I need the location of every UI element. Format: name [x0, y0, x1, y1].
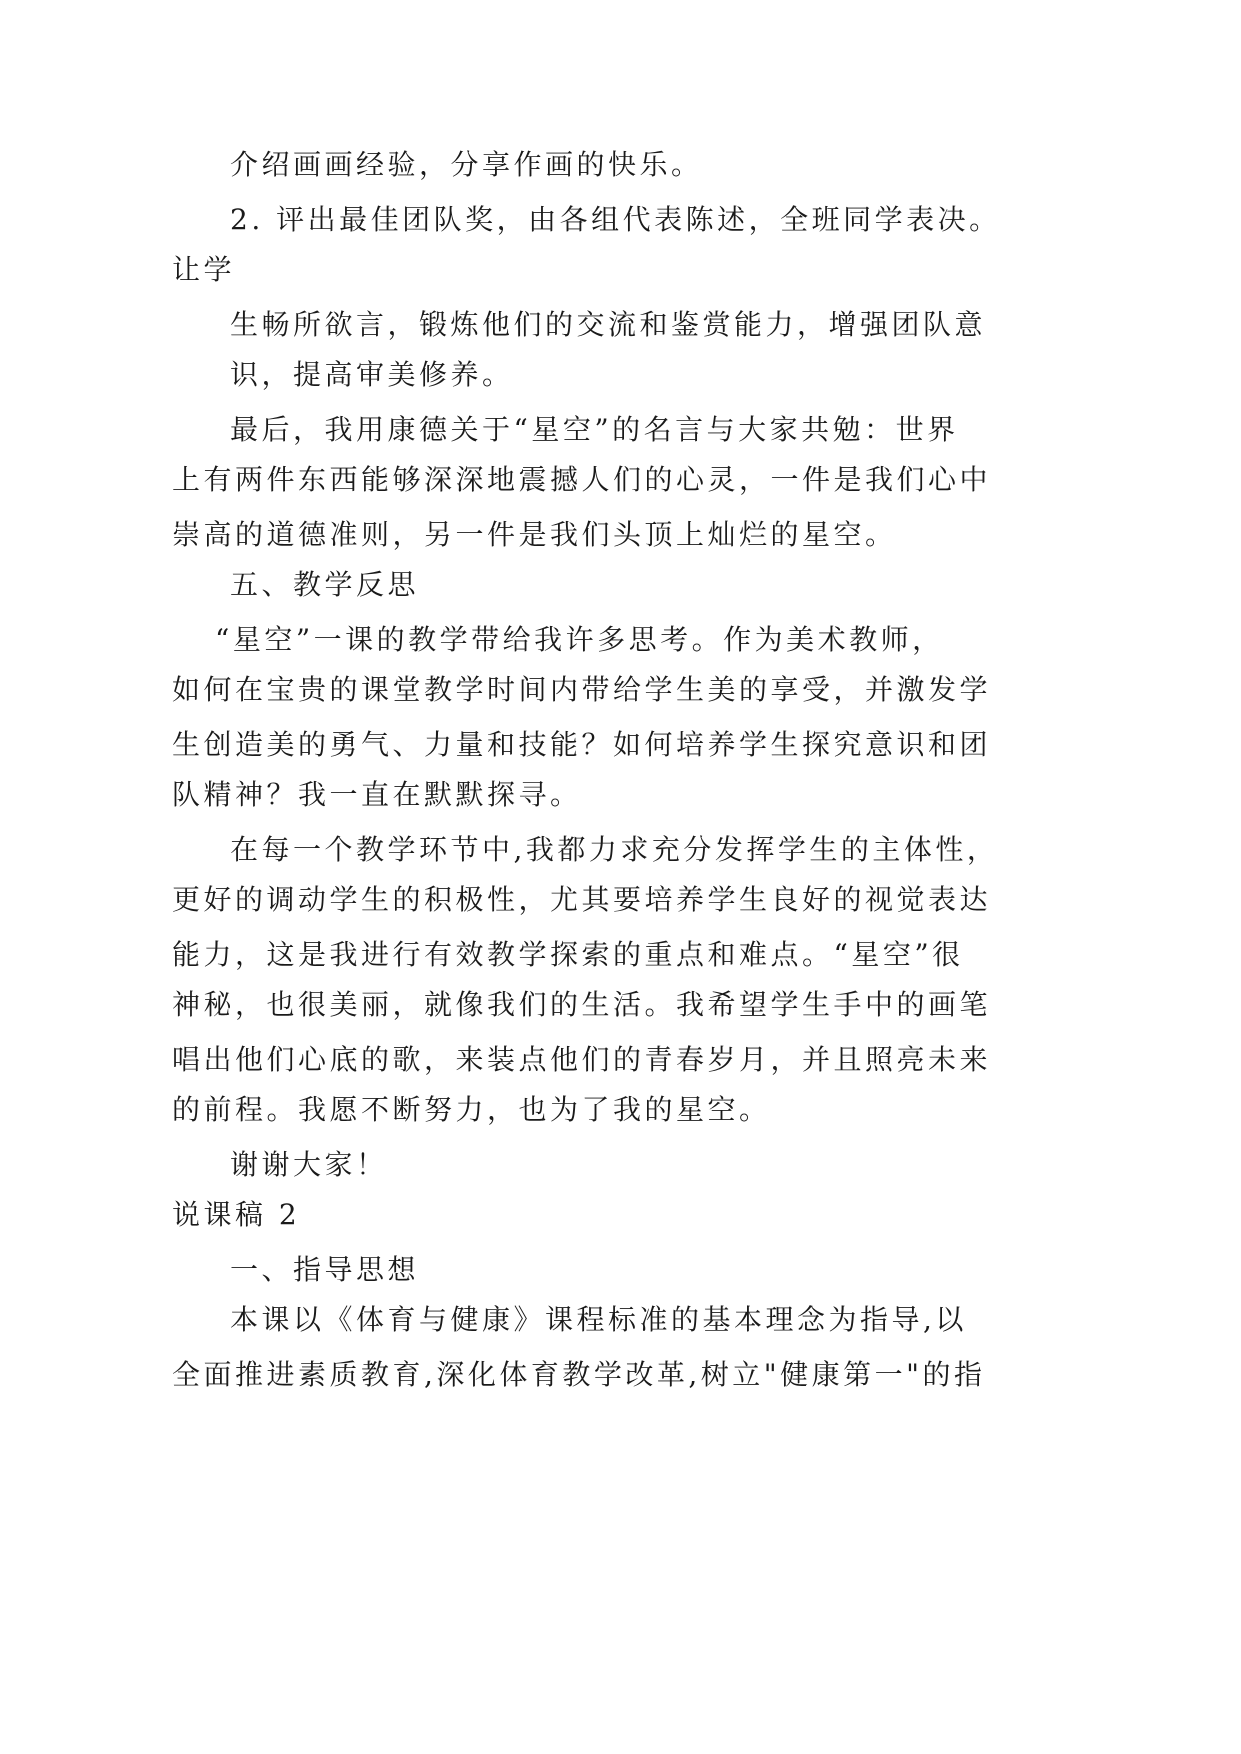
section-heading: 五、教学反思: [230, 568, 420, 601]
paragraph-line: 谢谢大家！: [230, 1148, 388, 1181]
paragraph-line: 2. 评出最佳团队奖，由各组代表陈述，全班同学表决。: [230, 203, 1001, 236]
paragraph-line: 神秘，也很美丽，就像我们的生活。我希望学生手中的画笔: [172, 988, 992, 1021]
paragraph-line: 在每一个教学环节中,我都力求充分发挥学生的主体性，: [230, 833, 999, 866]
paragraph-line: 识，提高审美修养。: [230, 358, 514, 391]
paragraph-line: 崇高的道德准则，另一件是我们头顶上灿烂的星空。: [172, 518, 897, 551]
paragraph-line: 能力，这是我进行有效教学探索的重点和难点。“星空”很: [172, 938, 964, 971]
paragraph-line: “星空”一课的教学带给我许多思考。作为美术教师，: [215, 623, 944, 656]
paragraph-line: 更好的调动学生的积极性，尤其要培养学生良好的视觉表达: [172, 883, 992, 916]
paragraph-line: 的前程。我愿不断努力，也为了我的星空。: [172, 1093, 771, 1126]
paragraph-line: 唱出他们心底的歌，来装点他们的青春岁月，并且照亮未来: [172, 1043, 992, 1076]
paragraph-line: 全面推进素质教育,深化体育教学改革,树立"健康第一"的指: [172, 1358, 986, 1391]
paragraph-line: 介绍画画经验，分享作画的快乐。: [230, 148, 703, 181]
paragraph-line: 如何在宝贵的课堂教学时间内带给学生美的享受，并激发学: [172, 673, 992, 706]
paragraph-line: 最后，我用康德关于“星空”的名言与大家共勉：世界: [230, 413, 959, 446]
document-title: 说课稿 2: [172, 1198, 301, 1231]
section-heading: 一、指导思想: [230, 1253, 420, 1286]
paragraph-line: 上有两件东西能够深深地震撼人们的心灵，一件是我们心中: [172, 463, 992, 496]
paragraph-line: 队精神？我一直在默默探寻。: [172, 778, 582, 811]
paragraph-line: 本课以《体育与健康》课程标准的基本理念为指导,以: [230, 1303, 967, 1336]
paragraph-line: 生畅所欲言，锻炼他们的交流和鉴赏能力，增强团队意: [230, 308, 987, 341]
paragraph-line: 让学: [172, 253, 236, 286]
paragraph-line: 生创造美的勇气、力量和技能？如何培养学生探究意识和团: [172, 728, 992, 761]
